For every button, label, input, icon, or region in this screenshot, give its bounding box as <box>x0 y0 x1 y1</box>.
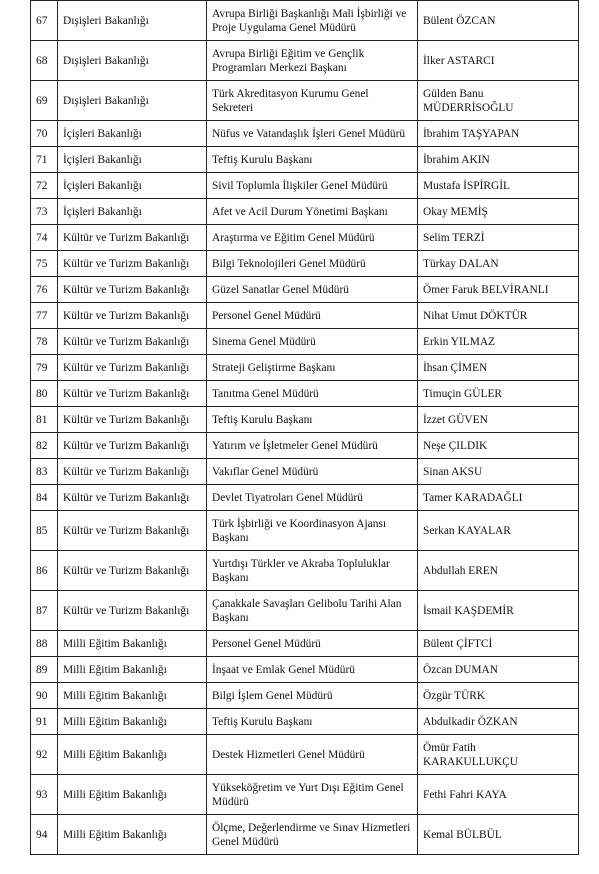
position-cell: Teftiş Kurulu Başkanı <box>207 147 418 173</box>
table-row <box>31 329 579 355</box>
ministry-cell: Milli Eğitim Bakanlığı <box>58 683 207 709</box>
position-cell: Tanıtma Genel Müdürü <box>207 381 418 407</box>
ministry-cell: Dışişleri Bakanlığı <box>58 41 207 81</box>
row-number: 87 <box>31 591 58 631</box>
row-number: 93 <box>31 775 58 815</box>
row-number: 90 <box>31 683 58 709</box>
name-cell: Erkin YILMAZ <box>418 329 579 355</box>
name-cell: İbrahim AKIN <box>418 147 579 173</box>
name-cell: Bülent ÇİFTCİ <box>418 631 579 657</box>
position-cell: Afet ve Acil Durum Yönetimi Başkanı <box>207 199 418 225</box>
row-number: 70 <box>31 121 58 147</box>
ministry-cell: Kültür ve Turizm Bakanlığı <box>58 407 207 433</box>
table-row <box>31 147 579 173</box>
name-cell: Timuçin GÜLER <box>418 381 579 407</box>
position-cell: Destek Hizmetleri Genel Müdürü <box>207 735 418 775</box>
ministry-cell: Kültür ve Turizm Bakanlığı <box>58 433 207 459</box>
name-cell: İbrahim TAŞYAPAN <box>418 121 579 147</box>
row-number: 80 <box>31 381 58 407</box>
table-row <box>31 173 579 199</box>
name-cell: İzzet GÜVEN <box>418 407 579 433</box>
position-cell: Araştırma ve Eğitim Genel Müdürü <box>207 225 418 251</box>
table-row <box>31 355 579 381</box>
name-cell: Neşe ÇILDIK <box>418 433 579 459</box>
table-row <box>31 683 579 709</box>
position-cell: Türk İşbirliği ve Koordinasyon Ajansı Başkanı <box>207 511 418 551</box>
name-cell: Selim TERZİ <box>418 225 579 251</box>
name-cell: Fethi Fahri KAYA <box>418 775 579 815</box>
table-row <box>31 485 579 511</box>
row-number: 86 <box>31 551 58 591</box>
table-row <box>31 459 579 485</box>
table-row <box>31 1 579 41</box>
row-number: 83 <box>31 459 58 485</box>
row-number: 88 <box>31 631 58 657</box>
ministry-cell: Dışişleri Bakanlığı <box>58 1 207 41</box>
name-cell: Okay MEMİŞ <box>418 199 579 225</box>
name-cell: Abdullah EREN <box>418 551 579 591</box>
table-row <box>31 81 579 121</box>
position-cell: Türk Akreditasyon Kurumu Genel Sekreteri <box>207 81 418 121</box>
ministry-cell: İçişleri Bakanlığı <box>58 147 207 173</box>
table-row <box>31 511 579 551</box>
position-cell: Çanakkale Savaşları Gelibolu Tarihi Alan Başkanı <box>207 591 418 631</box>
row-number: 94 <box>31 815 58 855</box>
table-row <box>31 433 579 459</box>
ministry-cell: Kültür ve Turizm Bakanlığı <box>58 303 207 329</box>
position-cell: Yatırım ve İşletmeler Genel Müdürü <box>207 433 418 459</box>
ministry-cell: Kültür ve Turizm Bakanlığı <box>58 459 207 485</box>
row-number: 72 <box>31 173 58 199</box>
name-cell: Mustafa İSPİRGİL <box>418 173 579 199</box>
ministry-cell: Kültür ve Turizm Bakanlığı <box>58 381 207 407</box>
ministry-cell: Milli Eğitim Bakanlığı <box>58 631 207 657</box>
name-cell: İhsan ÇİMEN <box>418 355 579 381</box>
position-cell: İnşaat ve Emlak Genel Müdürü <box>207 657 418 683</box>
table-row <box>31 591 579 631</box>
position-cell: Bilgi Teknolojileri Genel Müdürü <box>207 251 418 277</box>
table-row <box>31 815 579 855</box>
table-row <box>31 41 579 81</box>
name-cell: İsmail KAŞDEMİR <box>418 591 579 631</box>
position-cell: Avrupa Birliği Eğitim ve Gençlik Programları Merkezi Başkanı <box>207 41 418 81</box>
table-row <box>31 277 579 303</box>
row-number: 81 <box>31 407 58 433</box>
row-number: 78 <box>31 329 58 355</box>
table-row <box>31 121 579 147</box>
ministry-cell: Kültür ve Turizm Bakanlığı <box>58 355 207 381</box>
row-number: 79 <box>31 355 58 381</box>
name-cell: Nihat Umut DÖKTÜR <box>418 303 579 329</box>
row-number: 73 <box>31 199 58 225</box>
position-cell: Yükseköğretim ve Yurt Dışı Eğitim Genel Müdürü <box>207 775 418 815</box>
ministry-cell: Kültür ve Turizm Bakanlığı <box>58 329 207 355</box>
ministry-cell: Kültür ve Turizm Bakanlığı <box>58 591 207 631</box>
name-cell: Özcan DUMAN <box>418 657 579 683</box>
table-row <box>31 225 579 251</box>
row-number: 89 <box>31 657 58 683</box>
row-number: 75 <box>31 251 58 277</box>
name-cell: Sinan AKSU <box>418 459 579 485</box>
position-cell: Sivil Toplumla İlişkiler Genel Müdürü <box>207 173 418 199</box>
position-cell: Devlet Tiyatroları Genel Müdürü <box>207 485 418 511</box>
table-row <box>31 199 579 225</box>
ministry-cell: İçişleri Bakanlığı <box>58 121 207 147</box>
appointments-table <box>30 0 579 855</box>
table-row <box>31 709 579 735</box>
row-number: 85 <box>31 511 58 551</box>
ministry-cell: İçişleri Bakanlığı <box>58 199 207 225</box>
table-row <box>31 631 579 657</box>
table-row <box>31 407 579 433</box>
name-cell: Ömer Faruk BELVİRANLI <box>418 277 579 303</box>
position-cell: Teftiş Kurulu Başkanı <box>207 407 418 433</box>
table-row <box>31 735 579 775</box>
position-cell: Avrupa Birliği Başkanlığı Mali İşbirliği ve Proje Uygulama Genel Müdürü <box>207 1 418 41</box>
name-cell: Gülden Banu MÜDERRİSOĞLU <box>418 81 579 121</box>
row-number: 68 <box>31 41 58 81</box>
ministry-cell: Milli Eğitim Bakanlığı <box>58 775 207 815</box>
position-cell: Bilgi İşlem Genel Müdürü <box>207 683 418 709</box>
ministry-cell: Kültür ve Turizm Bakanlığı <box>58 511 207 551</box>
ministry-cell: Kültür ve Turizm Bakanlığı <box>58 277 207 303</box>
name-cell: Bülent ÖZCAN <box>418 1 579 41</box>
row-number: 84 <box>31 485 58 511</box>
table-row <box>31 381 579 407</box>
name-cell: Ömür Fatih KARAKULLUKÇU <box>418 735 579 775</box>
table-row <box>31 657 579 683</box>
name-cell: Abdulkadir ÖZKAN <box>418 709 579 735</box>
position-cell: Sinema Genel Müdürü <box>207 329 418 355</box>
ministry-cell: Milli Eğitim Bakanlığı <box>58 735 207 775</box>
ministry-cell: İçişleri Bakanlığı <box>58 173 207 199</box>
position-cell: Ölçme, Değerlendirme ve Sınav Hizmetleri Genel Müdürü <box>207 815 418 855</box>
row-number: 82 <box>31 433 58 459</box>
appointments-table-body <box>31 1 579 855</box>
ministry-cell: Kültür ve Turizm Bakanlığı <box>58 225 207 251</box>
position-cell: Güzel Sanatlar Genel Müdürü <box>207 277 418 303</box>
name-cell: Tamer KARADAĞLI <box>418 485 579 511</box>
name-cell: Serkan KAYALAR <box>418 511 579 551</box>
position-cell: Personel Genel Müdürü <box>207 631 418 657</box>
table-row <box>31 251 579 277</box>
name-cell: Kemal BÜLBÜL <box>418 815 579 855</box>
position-cell: Yurtdışı Türkler ve Akraba Topluluklar Başkanı <box>207 551 418 591</box>
ministry-cell: Kültür ve Turizm Bakanlığı <box>58 485 207 511</box>
ministry-cell: Kültür ve Turizm Bakanlığı <box>58 551 207 591</box>
row-number: 77 <box>31 303 58 329</box>
row-number: 67 <box>31 1 58 41</box>
ministry-cell: Milli Eğitim Bakanlığı <box>58 657 207 683</box>
position-cell: Nüfus ve Vatandaşlık İşleri Genel Müdürü <box>207 121 418 147</box>
ministry-cell: Kültür ve Turizm Bakanlığı <box>58 251 207 277</box>
row-number: 74 <box>31 225 58 251</box>
position-cell: Personel Genel Müdürü <box>207 303 418 329</box>
ministry-cell: Milli Eğitim Bakanlığı <box>58 709 207 735</box>
name-cell: Özgür TÜRK <box>418 683 579 709</box>
name-cell: İlker ASTARCI <box>418 41 579 81</box>
table-row <box>31 303 579 329</box>
ministry-cell: Milli Eğitim Bakanlığı <box>58 815 207 855</box>
row-number: 71 <box>31 147 58 173</box>
table-row <box>31 551 579 591</box>
position-cell: Teftiş Kurulu Başkanı <box>207 709 418 735</box>
row-number: 69 <box>31 81 58 121</box>
position-cell: Vakıflar Genel Müdürü <box>207 459 418 485</box>
table-row <box>31 775 579 815</box>
row-number: 76 <box>31 277 58 303</box>
row-number: 91 <box>31 709 58 735</box>
name-cell: Türkay DALAN <box>418 251 579 277</box>
ministry-cell: Dışişleri Bakanlığı <box>58 81 207 121</box>
row-number: 92 <box>31 735 58 775</box>
position-cell: Strateji Geliştirme Başkanı <box>207 355 418 381</box>
